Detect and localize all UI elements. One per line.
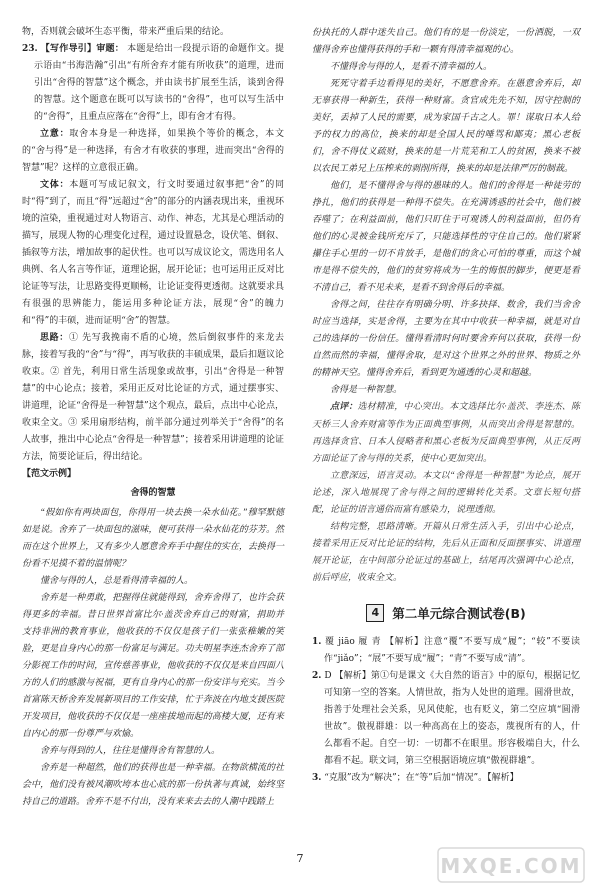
answer-number: 2. bbox=[312, 671, 322, 681]
essay-paragraph: 份执托的人群中迷失自己。他们有的是一份淡定，一份洒脱，一双懂得舍弃也懂得获得的手和一颗有得清幸福观的心。 bbox=[312, 27, 580, 54]
essay-paragraph: 不懂得舍与得的人，是看不清幸福的人。 bbox=[330, 61, 493, 71]
liyi-keyword: 立意： bbox=[40, 129, 70, 139]
example-tag: 【范文示例】 bbox=[22, 469, 77, 479]
essay-paragraph: 舍得之间，往往存有明确分明、许多抉择、数舍，我们当舍舍时应当选择，实是舍得，主要为在其中中收获一种幸福，就是对自己的选择的一份信任。懂得看清时何时要舍弃何以获取，获得一份自然而然的幸福，懂得舍取，是对这个世界之外的世界、物质之外的精神天空。懂得舍弃后，看到更为通透的心灵和超越。 bbox=[312, 299, 580, 377]
silu-keyword: 思路： bbox=[40, 333, 69, 343]
answer-text: 覆 jiāo 履 青 【解析】注意“覆”不要写成“履”；“较”不要读作“jiǎo”；“展”不要写成“履”；“青”不要写成“清”。 bbox=[324, 637, 580, 664]
question-23-text: 本题是给出一段提示语的命题作文。提示语由“书海浩瀚”引出“有所舍弃才能有所收获”的道理，进而引出“舍得的智慧”这个概念，并由读书扩展至生活，谈到舍得的智慧。这个题意在既可以写读书的“舍得”，也可以写生活中的“舍得”，且重点应落在“舍得”上，即有舍才有得。 bbox=[34, 44, 284, 122]
answer-text: D 【解析】第①句是课文《大自然的语言》中的原句，根据记忆可知第一空的答案。人情世故，指为人处世的道理。圆滑世故，指善于处理社会关系，见风使舵，也有贬义，第二空应填“圆滑世故”。傲视群雄：以一种高高在上的姿态，蔑视所有的人，什么都看不起。自空一切：一切都不在眼里。形容极端自大，什么都看不起。联文词，第三空根据语境应填“傲视群雄”。 bbox=[324, 671, 580, 766]
question-23 bbox=[22, 41, 284, 126]
answer-number: 1. bbox=[312, 637, 322, 647]
wenti-keyword: 文体： bbox=[40, 180, 70, 190]
essay-paragraph: 舍得是一种智慧。 bbox=[330, 384, 403, 394]
essay-paragraph: 他们，是不懂得舍与得的愚昧的人。他们的舍得是一种徒劳的挣扎，他们的获得是一种得不偿失。在充满诱惑的社会中，他们被吞噬了；在利益面前，他们只盯住于可观诱人的利益面前，但仍有他们的心灵被金钱所充斥了，只能选择性的守住自己的。他们紧紧攥住手心里的一切不肯放手，是他们的贪心可怕的尊重，而这个城市是得不偿失的，他们的贫穷将成为一生的悔恨的脚步，便更是看不清自己，看不见未来，是看不到舍得后的幸福。 bbox=[312, 180, 580, 292]
answer-text: “克服”改为“解决”；在“等”后加“情况”。【解析】 bbox=[324, 773, 519, 783]
unit-number-badge: 4 bbox=[366, 604, 384, 622]
essay-paragraph: 懂舍与得的人，总是看得清幸福的人。 bbox=[40, 575, 194, 585]
top-line: 物，否则就会破坏生态平衡，带来严重后果的结论。 bbox=[22, 27, 230, 37]
comment-paragraph: 结构完整，思路清晰。开篇从日常生活入手，引出中心论点，接着采用正反对比论证的结构，先后从正面和反面摆事实、讲道理展开论证，在中间部分论证过的基础上，结尾再次强调中心论点，前后呼应，收束全文。 bbox=[312, 521, 580, 582]
svg-text:MXQE.COM: MXQE.COM bbox=[440, 854, 582, 878]
answer-number: 3. bbox=[312, 773, 322, 783]
essay-paragraph: 舍弃与得到的人，往往是懂得舍有智慧的人。 bbox=[40, 745, 221, 755]
unit-heading bbox=[312, 604, 580, 622]
essay-paragraph: 死死守着手边看得见的美好，不愿意舍弃。在愚意舍弃后，却无辜获得一种新生，获得一种财富。贪官成先先不知，因守控制的美好，丢掉了人民的需要，成为家国千古之人。罪！谋取日本人给予的权力的高位，换来的却是全国人民的唾骂和鄙夷；黑心老板们，舍不得仗义疏财，换来的是一片荒芜和工人的贫困，换来不被以农民工弟兄上压榨来的剥削所得，换来的却是法律严厉的制裁。 bbox=[312, 78, 580, 173]
liyi-text: 取舍本身是一种选择，如果换个等价的概念，本文的“舍与得”是一种选择，有舍才有收获的事理，进而突出“舍得的智慧”呢？这样的立意很正确。 bbox=[22, 129, 284, 173]
essay-paragraph: “假如你有两块面包，你得用一块去换一朵水仙花。”穆罕默德如是说。舍弃了一块面包的滋味，便可获得一朵水仙花的芬芳。然而在这个世界上，又有多少人愿意舍弃手中握住的实在，去换得一份看不见摸不着的温情呢？ bbox=[22, 507, 284, 568]
answer-item bbox=[312, 634, 580, 668]
essay-paragraph: 舍弃是一种超然，他们的获得也是一种幸福。在物欲横流的社会中，他们没有被风潮吹垮本也心底的那一份执著与真诚，始终坚持自己的道路。舍弃不是不付出，没有来来去去的人潮中践踏上 bbox=[22, 762, 284, 806]
wenti-paragraph bbox=[22, 177, 284, 330]
left-column bbox=[22, 24, 284, 810]
silu-text: ① 先写我挽南不盾的心境，然后倒叙事件的来龙去脉，接着写我的“舍”与“得”，再写收获的丰硕成果，最后扣题议论收束。② 首先，利用日常生活现象或故事，引出“舍得是一种智慧”的中心论点；接着，采用正反对比论证的方式，通过摆事实、讲道理，论证“舍得是一种智慧”这个观点，最后，点出中心论点，收束全文。③ 采用扇形结构，前半部分通过列举关于“舍得”的名人故事，推出中心论点“舍得是一种智慧”；接着采用讲道理的论证方法，简要论证后，得出结论。 bbox=[22, 333, 284, 462]
answer-item bbox=[312, 770, 580, 787]
wenti-text: 本题可写成记叙文，行文时要通过叙事把“舍”的同时“得”到了，而且“得”远超过“舍”的部分的内涵表现出来，重视环境的渲染，重视通过对人物语言、动作、神态，尤其是心理活动的描写，展现人物的心理变化过程，通过设置悬念，设伏笔、倒叙、插叙等方法，增加故事的起伏性。也可以写成议论文，需选用名人典例、名人名言等作证，道理论据，展开论证；也可运用正反对比论证等写法，让思路变得更顺畅，让论证变得更透彻。这就要求具有很强的思辨能力，能运用多种论证方法，展现“舍”的魄力和“得”的丰硕，进而证明“舍”的智慧。 bbox=[22, 180, 284, 326]
silu-paragraph bbox=[22, 330, 284, 466]
essay-paragraph: 舍弃是一种勇敢，把握得住就能得到，舍弃舍得了，也许会获得更多的幸福。昔日世界首富比尔·盖茨舍弃自己的财富，捐助并支持非洲的教育事业，他收获的不仅仅是孩子们一张张稚嫩的笑脸，更是自身内心的那一份富足与满足。功夫明星李连杰舍弃了部分影视工作的时间，宣传慈善事业，他收获的不仅仅是来自四面八方的人们的感激与祝福，更有自身内心的那一份安详与充实。当今首富陈天桥舍弃发展新项目的工作安排，忙于奔波在内地支援医院开发项目，他收获的不仅仅是一座座拔地而起的高楼大厦，还有来自内心的那一份尊严与欢愉。 bbox=[22, 592, 284, 738]
comment-text: 选材精准，中心突出。本文选择比尔·盖茨、李连杰、陈天桥三人舍弃财富等作为正面典型事例，从而突出舍得是智慧的。再选择贪官、日本人侵略者和黑心老板为反面典型事例，从正反两方面论证了舍与得的关系，使中心更加突出。 bbox=[312, 401, 580, 463]
essay-title: 舍得的智慧 bbox=[130, 488, 176, 498]
unit-title: 第二单元综合测试卷(B) bbox=[392, 605, 526, 621]
right-column bbox=[312, 24, 580, 787]
comment-paragraph bbox=[312, 398, 580, 467]
comment-paragraph: 立意深远，语言灵动。本文以“舍得是一种智慧”为论点，展开论述，深入地展现了舍与得之间的逻辑转化关系。文章长短句搭配，论证的语言通俗而富有感染力，说理透彻。 bbox=[312, 470, 580, 514]
comment-keyword: 点评： bbox=[330, 402, 358, 412]
answer-item bbox=[312, 668, 580, 770]
page-number: 7 bbox=[296, 852, 304, 865]
watermark-logo bbox=[436, 842, 586, 888]
liyi-paragraph bbox=[22, 126, 284, 177]
writing-guide-tag: 【写作导引】审题： bbox=[40, 44, 124, 54]
question-number: 23. bbox=[22, 44, 38, 54]
